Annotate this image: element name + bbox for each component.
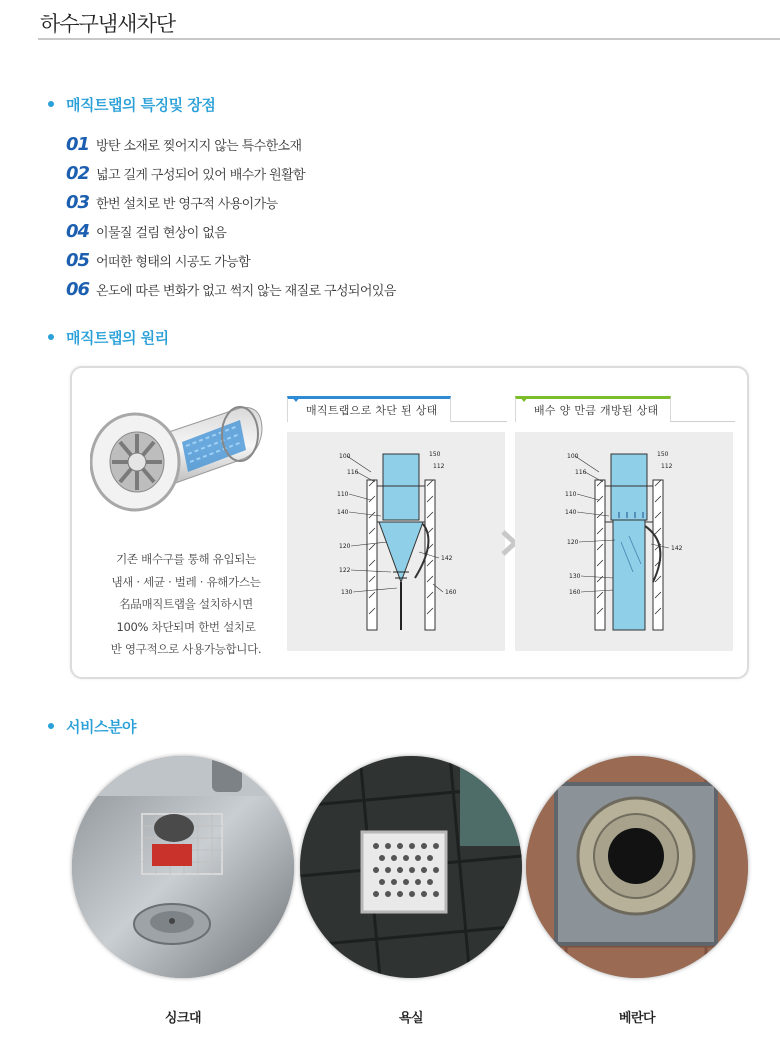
service-label-bathroom: 욕실 <box>398 1011 424 1026</box>
features-heading-text: 매직트랩의 특징및 장점 <box>66 96 216 114</box>
part-label: 160 <box>569 589 581 596</box>
part-label: 142 <box>441 555 453 562</box>
part-label: 142 <box>671 545 683 552</box>
feature-text: 이물질 걸림 현상이 없음 <box>96 226 227 241</box>
patent-diagram-open <box>515 432 733 651</box>
part-label: 120 <box>567 539 579 546</box>
principle-heading-text: 매직트랩의 원리 <box>66 329 169 347</box>
page-title: 하수구냄새차단 <box>40 12 176 36</box>
feature-number: 03 <box>66 192 90 213</box>
description-line: 반 영구적으로 사용가능합니다. <box>110 642 262 656</box>
bullet-icon <box>48 334 54 340</box>
list-item <box>66 130 396 159</box>
bullet-icon <box>48 101 54 107</box>
bathroom-drain-photo <box>300 756 522 978</box>
service-label-veranda: 베란다 <box>618 1011 656 1026</box>
diagram-tab <box>515 396 735 422</box>
diagram-tab-label: 배수 양 만큼 개방된 상태 <box>515 396 671 422</box>
patent-diagram-blocked <box>287 432 505 651</box>
part-label: 110 <box>565 491 577 498</box>
services-heading <box>48 716 136 737</box>
part-label: 122 <box>339 567 351 574</box>
diagram-panel-open <box>515 396 735 655</box>
part-label: 112 <box>661 463 673 470</box>
diagram-panel-blocked <box>287 396 507 655</box>
part-label: 140 <box>565 509 577 516</box>
list-item <box>66 275 396 304</box>
features-heading <box>48 94 215 115</box>
triangle-marker-icon <box>519 396 529 402</box>
list-item <box>66 217 396 246</box>
part-label: 130 <box>569 573 581 580</box>
feature-text: 넓고 길게 구성되어 있어 배수가 원활함 <box>96 168 305 183</box>
services-heading-text: 서비스분야 <box>66 718 136 736</box>
list-item <box>66 246 396 275</box>
list-item <box>66 159 396 188</box>
feature-number: 01 <box>66 134 90 155</box>
sink-drain-photo <box>72 756 294 978</box>
feature-number: 02 <box>66 163 90 184</box>
part-label: 116 <box>575 469 587 476</box>
feature-text: 어떠한 형태의 시공도 가능함 <box>96 255 251 270</box>
part-label: 150 <box>657 451 669 458</box>
feature-number: 04 <box>66 221 90 242</box>
principle-description <box>86 548 286 661</box>
service-label-sink: 싱크대 <box>164 1011 202 1026</box>
diagram-tab <box>287 396 507 422</box>
feature-number: 05 <box>66 250 90 271</box>
magic-trap-product-image <box>90 390 270 520</box>
description-line: 기존 배수구를 통해 유입되는 <box>116 552 256 566</box>
part-label: 110 <box>337 491 349 498</box>
part-label: 120 <box>339 543 351 550</box>
feature-text: 한번 설치로 반 영구적 사용이가능 <box>96 197 278 212</box>
part-label: 160 <box>445 589 457 596</box>
diagram-tab-label: 매직트랩으로 차단 된 상태 <box>287 396 451 422</box>
feature-number: 06 <box>66 279 90 300</box>
part-label: 100 <box>567 453 579 460</box>
list-item <box>66 188 396 217</box>
principle-box <box>70 366 749 679</box>
part-label: 116 <box>347 469 359 476</box>
part-label: 140 <box>337 509 349 516</box>
part-label: 100 <box>339 453 351 460</box>
title-divider <box>38 38 780 40</box>
description-line: 名品매직트랩을 설치하시면 <box>119 597 253 611</box>
veranda-drain-photo <box>526 756 748 978</box>
part-label: 130 <box>341 589 353 596</box>
part-label: 112 <box>433 463 445 470</box>
feature-list <box>66 130 396 304</box>
part-label: 150 <box>429 451 441 458</box>
feature-text: 온도에 따른 변화가 없고 썩지 않는 재질로 구성되어있음 <box>96 284 396 299</box>
description-line: 100% 차단되며 한번 설치로 <box>116 619 256 634</box>
description-line: 냄새 · 세균 · 벌레 · 유해가스는 <box>111 574 261 589</box>
principle-heading <box>48 327 169 348</box>
triangle-marker-icon <box>291 396 301 402</box>
feature-text: 방탄 소재로 찢어지지 않는 특수한소재 <box>96 139 302 154</box>
bullet-icon <box>48 723 54 729</box>
